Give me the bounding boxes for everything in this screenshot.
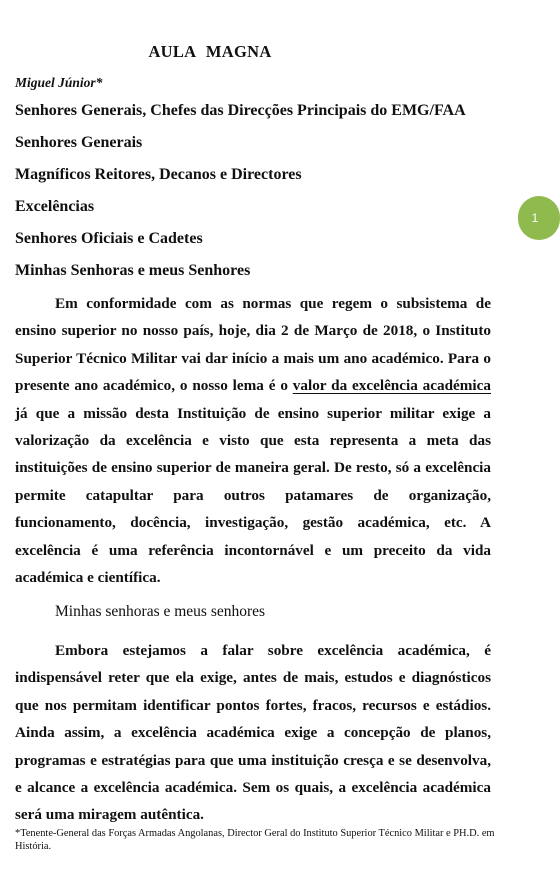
salutation-line: Senhores Generais, Chefes das Direcções Principais do EMG/FAA <box>15 102 466 119</box>
paragraph-text: já que a missão desta Instituição de ensino superior militar exige a valorização da excelência e visto que esta representa a meta das instituições de ensino superior de maneira geral. De resto, só a excelência permite catapultar para outros patamares de organização, funcionamento, docência, investigação, gestão académica, etc. A excelência é uma referência incontornável e um preceito da vida académica e científica. <box>15 404 491 587</box>
salutation-line: Senhores Oficiais e Cadetes <box>15 230 203 247</box>
paragraph-text: Embora estejamos a falar sobre excelência académica, é indispensável reter que ela exige, antes de mais, estudos e diagnósticos que nos permitam identificar pontos fortes, fracos, recursos e estádios. Ainda assim, a excelência académica exige a concepção de planos, programas e estratégias para que uma instituição cresça e se desenvolva, e alcance a excelência académica. Sem os quais, a excelência académica será uma miragem autêntica. <box>15 642 491 824</box>
document-title: AULA MAGNA <box>148 42 272 61</box>
body-paragraph-1 <box>15 290 491 591</box>
salutation-line: Senhores Generais <box>15 134 143 151</box>
footnote: *Tenente-General das Forças Armadas Angolanas, Director Geral do Instituto Superior Técnico Militar e PH.D. em História. <box>15 828 495 852</box>
section-subheading: Minhas senhoras e meus senhores <box>55 603 266 620</box>
page-number-badge: 1 <box>518 196 560 240</box>
paragraph-text: Em conformidade com as normas que regem o subsistema de ensino superior no nosso país, hoje, dia 2 de Março de 2018, o Instituto Superior Técnico Militar vai dar início a mais um ano académico. Para o presente ano académico, o nosso lema é o <box>15 295 491 395</box>
salutation-line: Magníficos Reitores, Decanos e Directores <box>15 166 302 183</box>
salutation-line: Excelências <box>15 198 95 215</box>
salutation-line: Minhas Senhoras e meus Senhores <box>15 262 251 279</box>
motto-link[interactable]: valor da excelência académica <box>292 377 491 395</box>
body-paragraph-2 <box>15 637 491 829</box>
author-name: Miguel Júnior* <box>15 75 103 90</box>
